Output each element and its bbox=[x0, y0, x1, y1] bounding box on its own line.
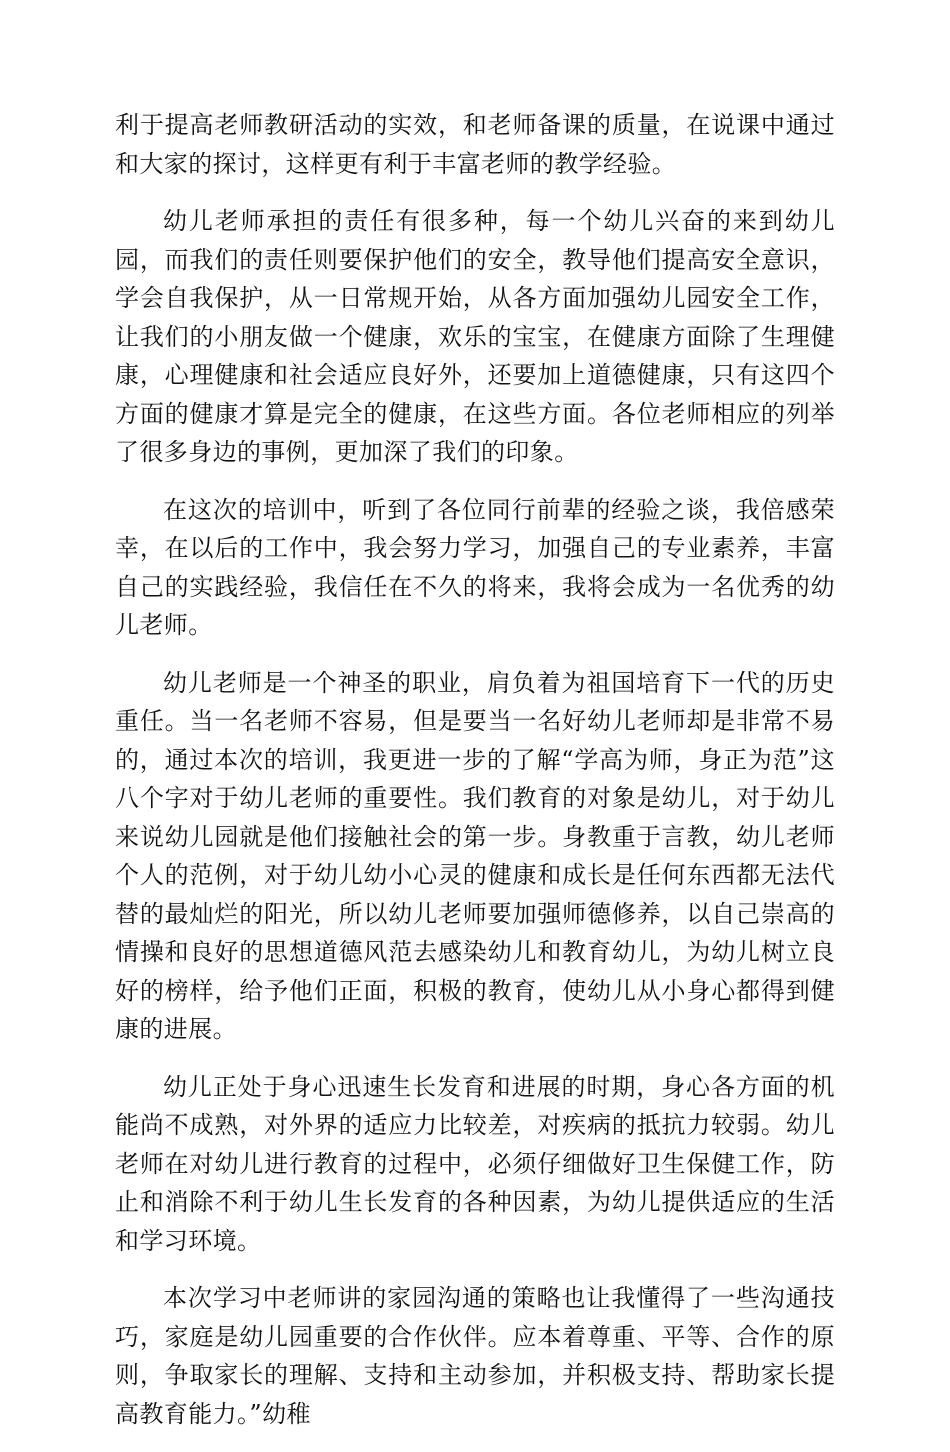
paragraph-sacred-profession: 幼儿老师是一个神圣的职业，肩负着为祖国培育下一代的历史重任。当一名老师不容易，但是要当一名好幼儿老师却是非常不易的，通过本次的培训，我更进一步的了解“学高为师，身正为范”这八个字对于幼儿老师的重要性。我们教育的对象是幼儿，对于幼儿来说幼儿园就是他们接触社会的第一步。身教重于言教，幼儿老师个人的范例，对于幼儿幼小心灵的健康和成长是任何东西都无法代替的最灿烂的阳光，所以幼儿老师要加强师德修养，以自己崇高的情操和良好的思想道德风范去感染幼儿和教育幼儿，为幼儿树立良好的榜样，给予他们正面，积极的教育，使幼儿从小身心都得到健康的进展。 bbox=[115, 668, 835, 1043]
paragraph-training-reflection: 在这次的培训中，听到了各位同行前辈的经验之谈，我倍感荣幸，在以后的工作中，我会努力学习，加强自己的专业素养，丰富自己的实践经验，我信任在不久的将来，我将会成为一名优秀的幼儿老师。 bbox=[115, 495, 835, 639]
paragraph-continuation: 利于提高老师教研活动的实效，和老师备课的质量，在说课中通过和大家的探讨，这样更有利于丰富老师的教学经验。 bbox=[115, 111, 835, 178]
paragraph-teacher-responsibility: 幼儿老师承担的责任有很多种，每一个幼儿兴奋的来到幼儿园，而我们的责任则要保护他们的安全，教导他们提高安全意识，学会自我保护，从一日常规开始，从各方面加强幼儿园安全工作，让我们的小朋友做一个健康，欢乐的宝宝，在健康方面除了生理健康，心理健康和社会适应良好外，还要加上道德健康，只有这四个方面的健康才算是完全的健康，在这些方面。各位老师相应的列举了很多身边的事例，更加深了我们的印象。 bbox=[115, 207, 835, 466]
paragraph-home-school-communication: 本次学习中老师讲的家园沟通的策略也让我懂得了一些沟通技巧，家庭是幼儿园重要的合作伙伴。应本着尊重、平等、合作的原则，争取家长的理解、支持和主动参加，并积极支持、帮助家长提高教育能力。”幼稚 bbox=[115, 1284, 835, 1428]
document-body bbox=[115, 106, 835, 1452]
paragraph-child-development: 幼儿正处于身心迅速生长发育和进展的时期，身心各方面的机能尚不成熟，对外界的适应力比较差，对疾病的抵抗力较弱。幼儿老师在对幼儿进行教育的过程中，必须仔细做好卫生保健工作，防止和消除不利于幼儿生长发育的各种因素，为幼儿提供适应的生活和学习环境。 bbox=[115, 1072, 835, 1255]
